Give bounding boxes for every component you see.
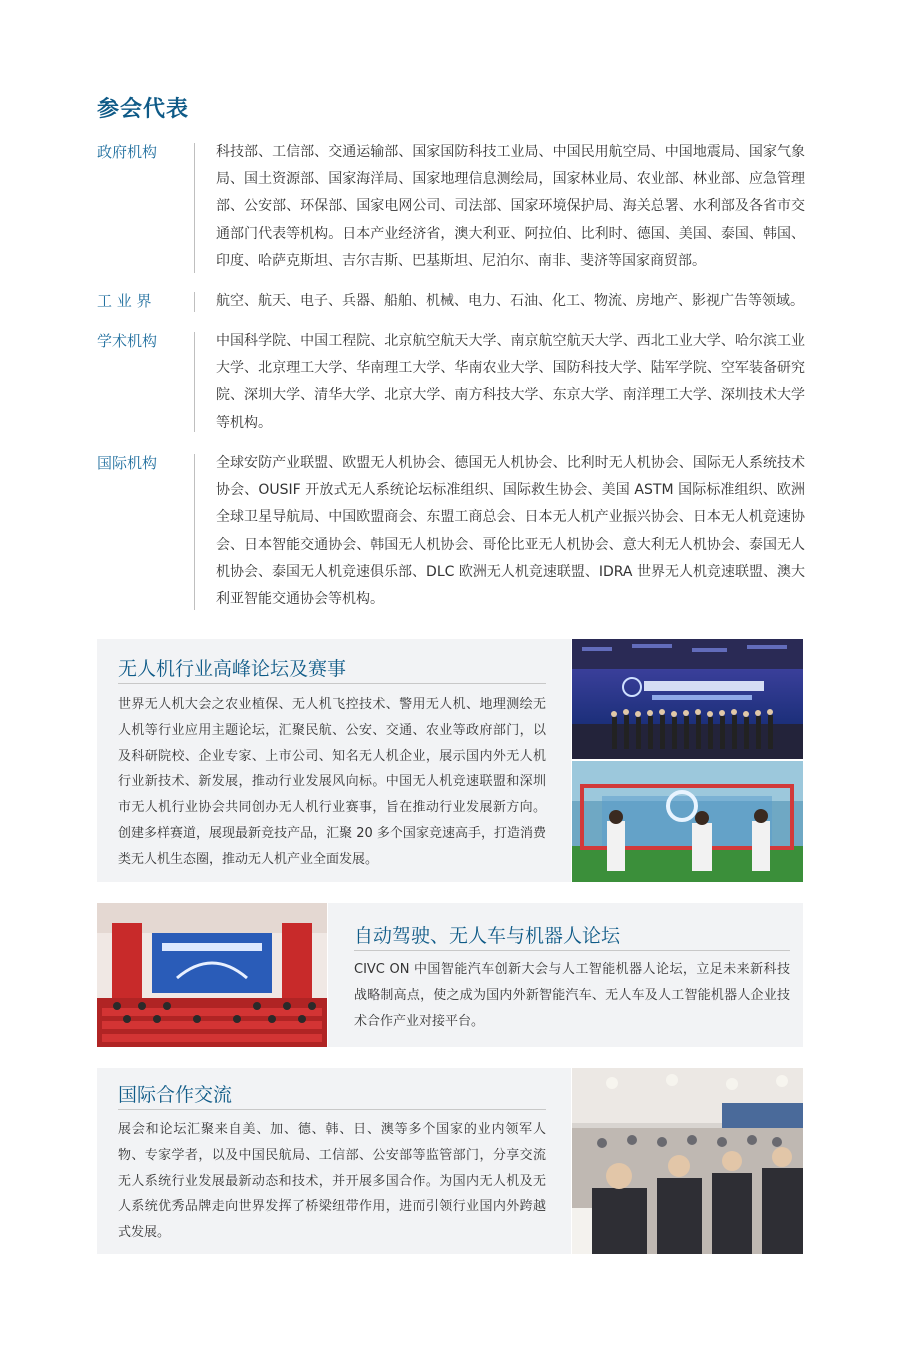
rep-row-government — [97, 139, 807, 279]
rep-text-industry: 航空、航天、电子、兵器、船舶、机械、电力、石油、化工、物流、房地产、影视广告等领域。 — [216, 293, 804, 309]
photo-auto-forum-hall — [97, 903, 327, 1047]
photo-intl-audience — [572, 1068, 803, 1254]
panel-body-auto: CIVC ON 中国智能汽车创新大会与人工智能机器人论坛，立足未来新科技战略制高点，使之成为国内外新智能汽车、无人车及人工智能机器人企业技术合作产业对接平台。 — [354, 962, 790, 1029]
rep-text-academic: 中国科学院、中国工程院、北京航空航天大学、南京航空航天大学、西北工业大学、哈尔滨工业大学、北京理工大学、华南理工大学、华南农业大学、国防科技大学、陆军学院、空军装备研究院、深圳大学、清华大学、北京大学、南方科技大学、东京大学、南洋理工大学、深圳技术大学等机构。 — [216, 333, 805, 431]
rep-row-international — [97, 450, 807, 620]
rep-label-international: 国际机构 — [97, 454, 158, 472]
divider — [194, 454, 195, 610]
title-underline — [118, 1109, 546, 1110]
panel-intl-cooperation — [97, 1068, 571, 1254]
rep-label-academic: 学术机构 — [97, 332, 158, 350]
panel-drone-forum — [97, 639, 571, 882]
panel-title-intl: 国际合作交流 — [118, 1084, 233, 1106]
photo-drone-race — [572, 761, 803, 882]
panel-body-drone: 世界无人机大会之农业植保、无人机飞控技术、警用无人机、地理测绘无人机等行业应用主题论坛，汇聚民航、公安、交通、农业等政府部门，以及科研院校、企业专家、上市公司、知名无人机企业，展示国内外无人机行业新技术、新发展，推动行业发展风向标。中国无人机竞速联盟和深圳市无人机行业协会共同创办无人机行业赛事，旨在推动行业发展新方向。创建多样赛道，展现最新竞技产品，汇聚 20 多个国家竞速高手，打造消费类无人机生态圈，推动无人机产业全面发展。 — [118, 697, 546, 867]
title-underline — [118, 683, 546, 684]
rep-row-industry — [97, 288, 807, 318]
rep-label-industry: 工 业 界 — [97, 292, 152, 310]
rep-label-government: 政府机构 — [97, 143, 158, 161]
rep-text-international: 全球安防产业联盟、欧盟无人机协会、德国无人机协会、比利时无人机协会、国际无人系统技术协会、OUSIF 开放式无人系统论坛标准组织、国际救生协会、美国 ASTM 国际标准组织、欧洲全球卫星导航局、中国欧盟商会、东盟工商总会、日本无人机产业振兴协会、日本无人机竞速协会、日本智能交通协会、韩国无人机协会、哥伦比亚无人机协会、意大利无人机协会、泰国无人机协会、泰国无人机竞速俱乐部、DLC 欧洲无人机竞速联盟、IDRA 世界无人机竞速联盟、澳大利亚智能交通协会等机构。 — [216, 455, 805, 608]
panel-title-drone: 无人机行业高峰论坛及赛事 — [118, 658, 347, 680]
panel-title-auto: 自动驾驶、无人车与机器人论坛 — [354, 925, 621, 947]
photo-drone-congress — [572, 639, 803, 759]
section-title: 参会代表 — [97, 97, 190, 122]
rep-text-government: 科技部、工信部、交通运输部、国家国防科技工业局、中国民用航空局、中国地震局、国家气象局、国土资源部、国家海洋局、国家地理信息测绘局，国家林业局、农业部、林业部、应急管理部、公安部、环保部、国家电网公司、司法部、国家环境保护局、海关总署、水利部及各省市交通部门代表等机构。日本产业经济省，澳大利亚、阿拉伯、比利时、德国、美国、泰国、韩国、印度、哈萨克斯坦、吉尔吉斯、巴基斯坦、尼泊尔、南非、斐济等国家商贸部。 — [216, 144, 805, 269]
panel-body-intl: 展会和论坛汇聚来自美、加、德、韩、日、澳等多个国家的业内领军人物、专家学者，以及中国民航局、工信部、公安部等监管部门，分享交流无人系统行业发展最新动态和技术，并开展多国合作。为国内无人机及无人系统优秀品牌走向世界发挥了桥梁纽带作用，进而引领行业国内外跨越式发展。 — [118, 1122, 546, 1241]
divider — [194, 292, 195, 312]
divider — [194, 332, 195, 432]
rep-row-academic — [97, 328, 807, 438]
title-underline — [354, 950, 790, 951]
panel-autonomous-forum — [328, 903, 803, 1047]
divider — [194, 143, 195, 273]
